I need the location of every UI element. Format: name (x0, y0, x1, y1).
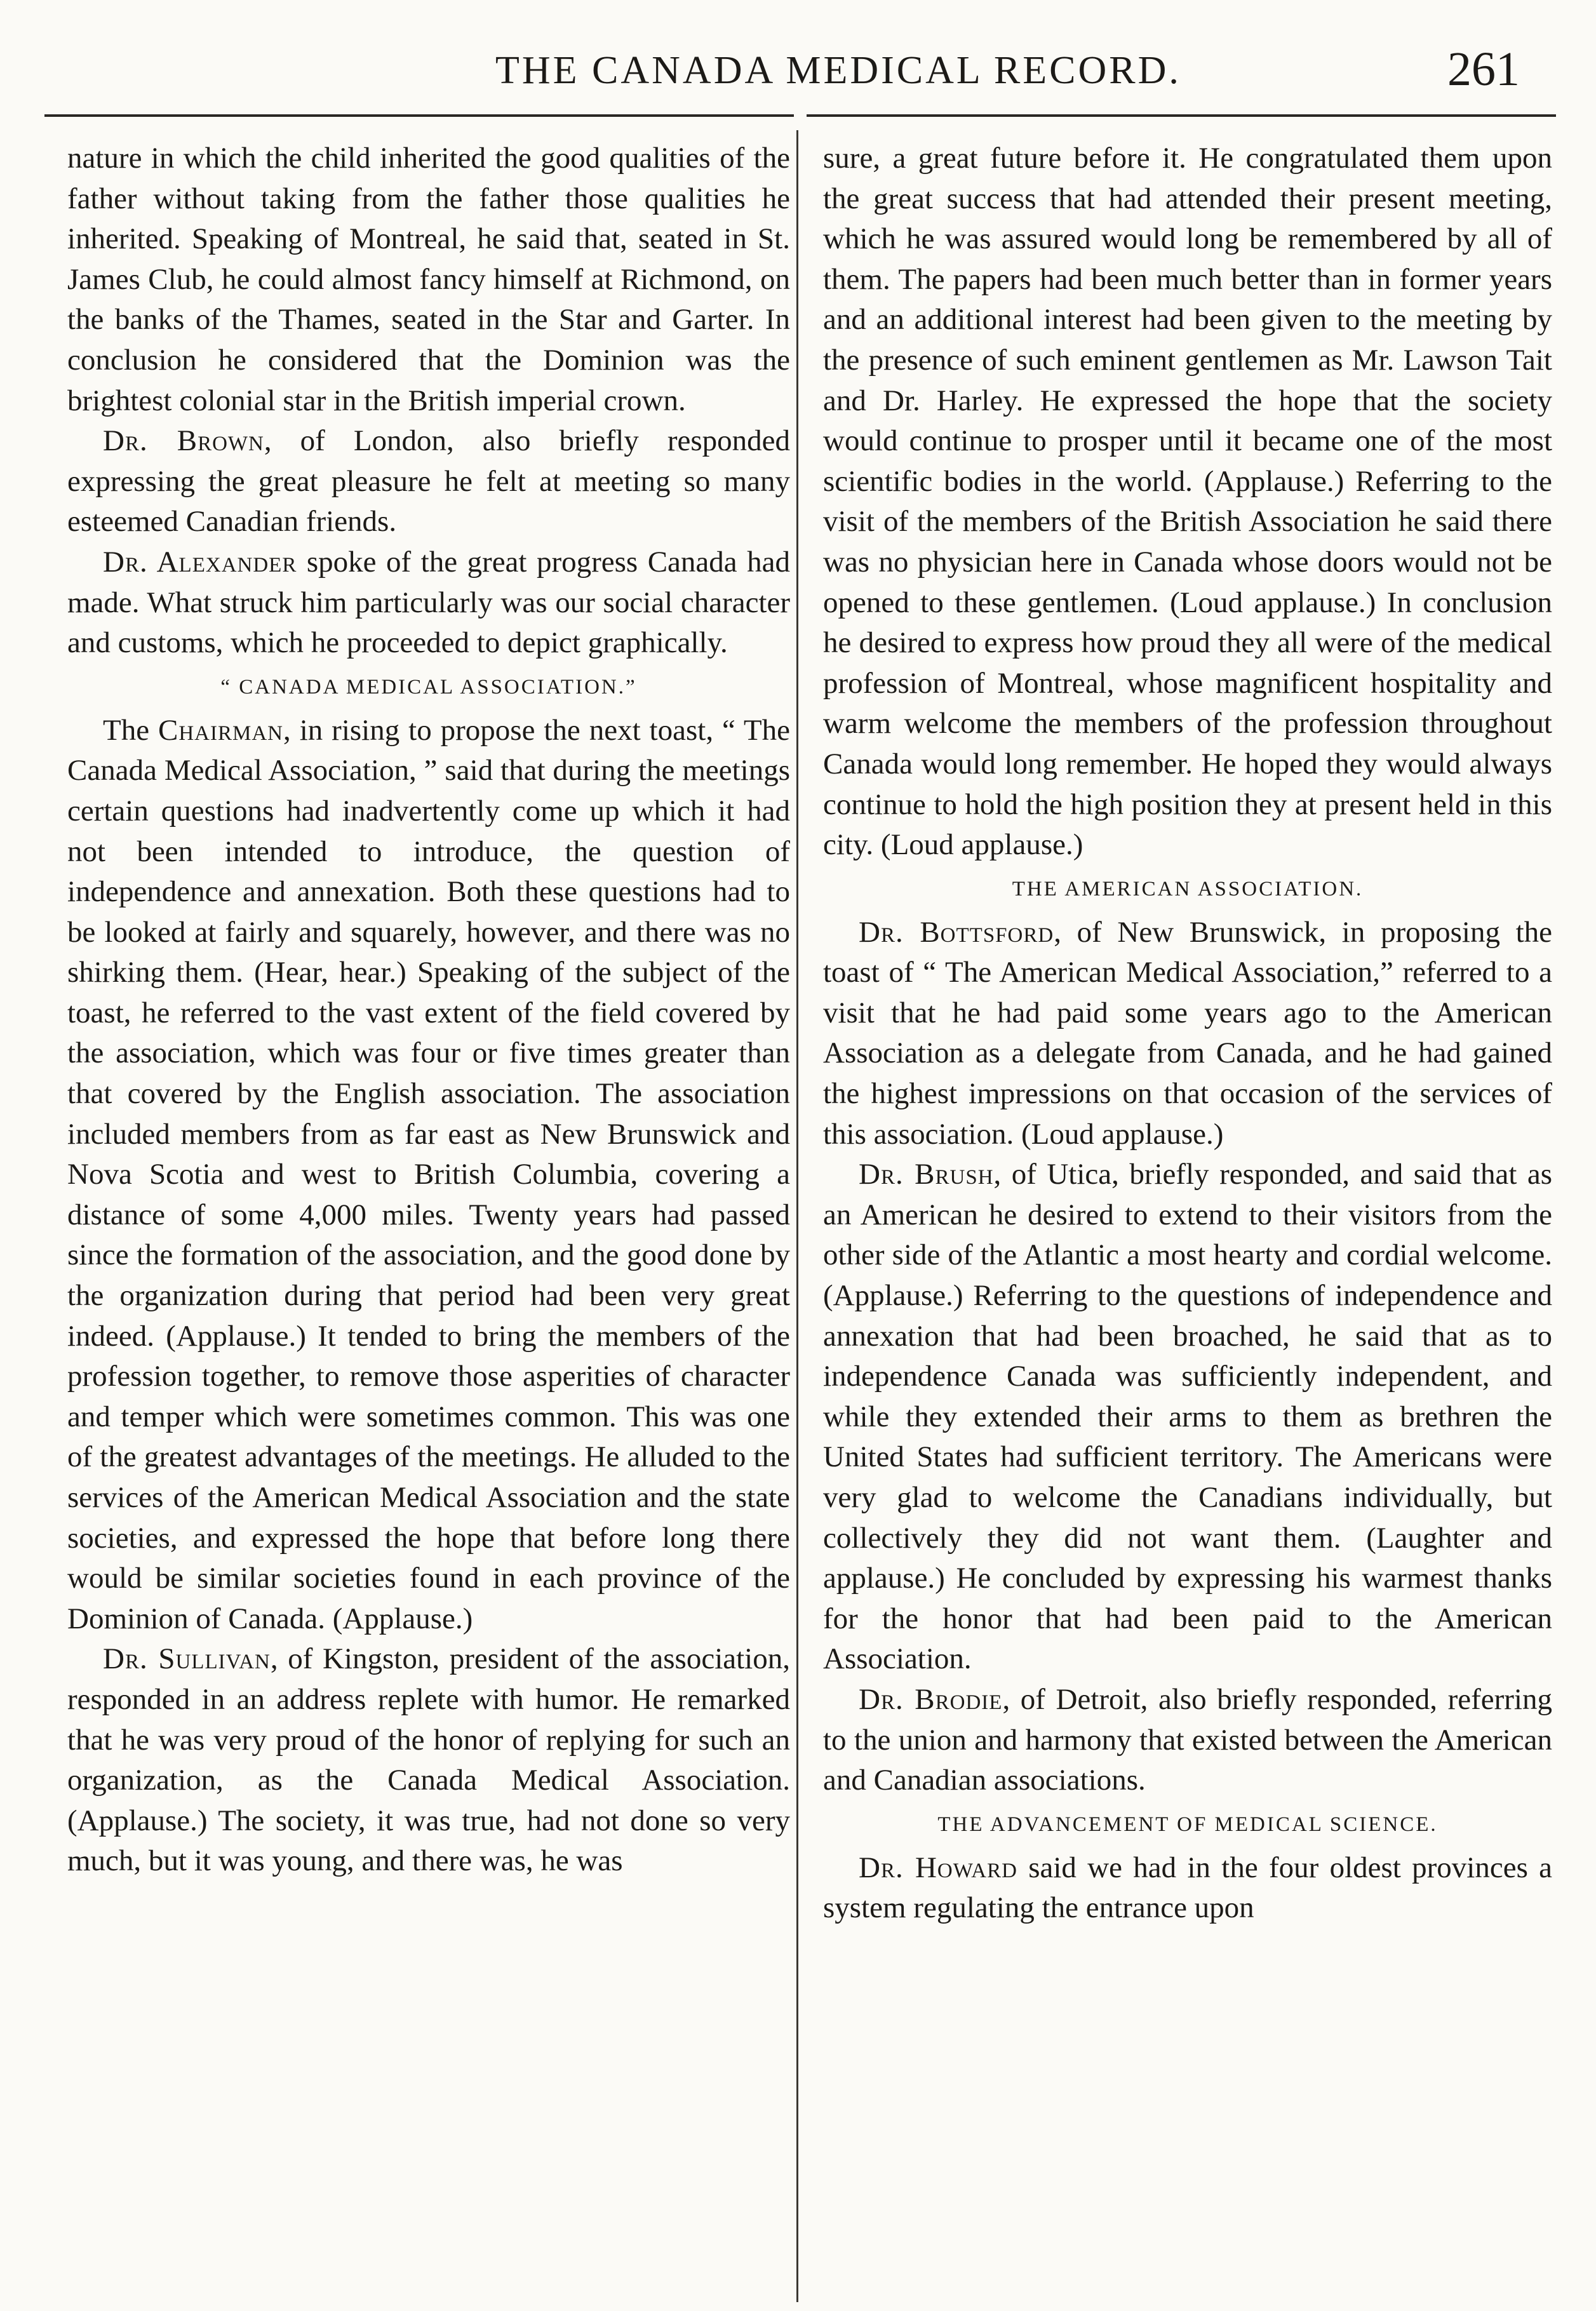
page-number: 261 (1447, 43, 1520, 96)
paragraph-text: , of Utica, briefly responded, and said that as an American he desired to extend to their visitors from the other side of the Atlantic a most hearty and cordial welcome. (Applause.) Referring to the questions of independence and annexation that had been broached, he said that as to independence Canada was sufficiently independent, and while they extended their arms to them as brethren the United States had sufficient territory. The Americans were very glad to welcome the Canadians individually, but collectively they did not want them. (Laughter and applause.) He concluded by expressing his warmest thanks for the honor that had been paid to the American Association. (823, 1158, 1552, 1676)
speaker-name: Dr. Howard (859, 1851, 1017, 1884)
paragraph (823, 1848, 1552, 1929)
speaker-name: Chairman (158, 713, 284, 747)
paragraph-text: , of London, also briefly responded expressing the great pleasure he felt at meeting so many esteemed Canadian friends. (67, 424, 790, 539)
paragraph: sure, a great future before it. He congratulated them upon the great success that had attended their present meeting, which he was assured would long be remembered by all of them. The papers had been much better than in former years and an additional interest had been given to the meeting by the presence of such eminent gentlemen as Mr. Lawson Tait and Dr. Harley. He expressed the hope that the society would continue to prosper until it became one of the most scientific bodies in the world. (Applause.) Referring to the visit of the members of the British Association he said there was no physician here in Canada whose doors would not be opened to these gentlemen. (Loud applause.) In conclusion he desired to express how proud they all were of the medical profession of Montreal, whose magnificent hospitality and warm welcome the members of the profession throughout Canada would long remember. He hoped they would always continue to hold the high position they at present held in this city. (Loud applause.) (823, 142, 1552, 862)
paragraph: nature in which the child inherited the good qualities of the father without taking from the father those qualities he inherited. Speaking of Montreal, he said that, seated in St. James Club, he could almost fancy himself at Richmond, on the banks of the Thames, seated in the Star and Garter. In conclusion he considered that the Dominion was the brightest colonial star in the British imperial crown. (67, 142, 790, 417)
left-column (67, 138, 790, 2298)
right-column (823, 138, 1552, 2298)
paragraph-text: said we had in the four oldest provinces a system regulating the entrance upon (823, 1851, 1552, 1925)
speaker-name: Dr. Brush (859, 1158, 994, 1191)
header-rule-right (807, 114, 1556, 117)
paragraph (67, 542, 790, 664)
section-heading: “ CANADA MEDICAL ASSOCIATION.” (220, 675, 637, 699)
section-heading: THE ADVANCEMENT OF MEDICAL SCIENCE. (937, 1812, 1438, 1836)
paragraph-text: , in rising to propose the next toast, “ The Canada Medical Association, ” said that during the meetings certain questions had inadvertently come up which it had not been intended to introduce, the question of independence and annexation. Both these questions had to be looked at fairly and squarely, however, and there was no shirking them. (Hear, hear.) Speaking of the subject of the toast, he referred to the vast extent of the field covered by the association, which was four or five times greater than that covered by the English association. The association included members from as far east as New Brunswick and Nova Scotia and west to British Columbia, covering a distance of some 4,000 miles. Twenty years had passed since the formation of the association, and the good done by the organization during that period had been very great indeed. (Applause.) It tended to bring the members of the profession together, to remove those asperities of character and temper which were sometimes common. This was one of the greatest advantages of the meetings. He alluded to the services of the American Medical Association and the state societies, and expressed the hope that before long there would be similar societies found in each province of the Dominion of Canada. (Applause.) (67, 713, 790, 1635)
paragraph (823, 1155, 1552, 1680)
running-head (0, 38, 1596, 108)
paragraph-text: , of Kingston, president of the association, responded in an address replete with humor. He remarked that he was very proud of the honor of replying for such an organization, as the Canada Medical Association. (Applause.) The society, it was true, had not done so very much, but it was young, and there was, he was (67, 1642, 790, 1878)
paragraph (67, 421, 790, 542)
header-rule-left (44, 114, 794, 117)
paragraph-text: spoke of the great progress Canada had made. What struck him particularly was our social character and customs, which he proceeded to depict graphically. (67, 545, 790, 660)
paragraph (67, 711, 790, 1640)
journal-title: THE CANADA MEDICAL RECORD. (495, 49, 1181, 92)
speaker-name: Dr. Brown (103, 424, 264, 458)
paragraph-lead: The (103, 713, 158, 747)
section-heading: THE AMERICAN ASSOCIATION. (1012, 877, 1364, 901)
speaker-name: Dr. Sullivan (103, 1642, 271, 1676)
paragraph-text: , of Detroit, also briefly responded, referring to the union and harmony that existed between the American and Canadian associations. (823, 1682, 1552, 1797)
paragraph-text: , of New Brunswick, in proposing the toast of “ The American Medical Association,” referred to a visit that he had paid some years ago to the American Association as a delegate from Canada, and he had gained the highest impressions on that occasion of the services of this association. (Loud applause.) (823, 915, 1552, 1151)
paragraph (823, 913, 1552, 1155)
speaker-name: Dr. Brodie (859, 1682, 1003, 1716)
paragraph (67, 1639, 790, 1882)
speaker-name: Dr. Bottsford (859, 915, 1054, 949)
paragraph (823, 1680, 1552, 1801)
speaker-name: Dr. Alexander (103, 545, 297, 579)
column-divider (796, 130, 798, 2302)
